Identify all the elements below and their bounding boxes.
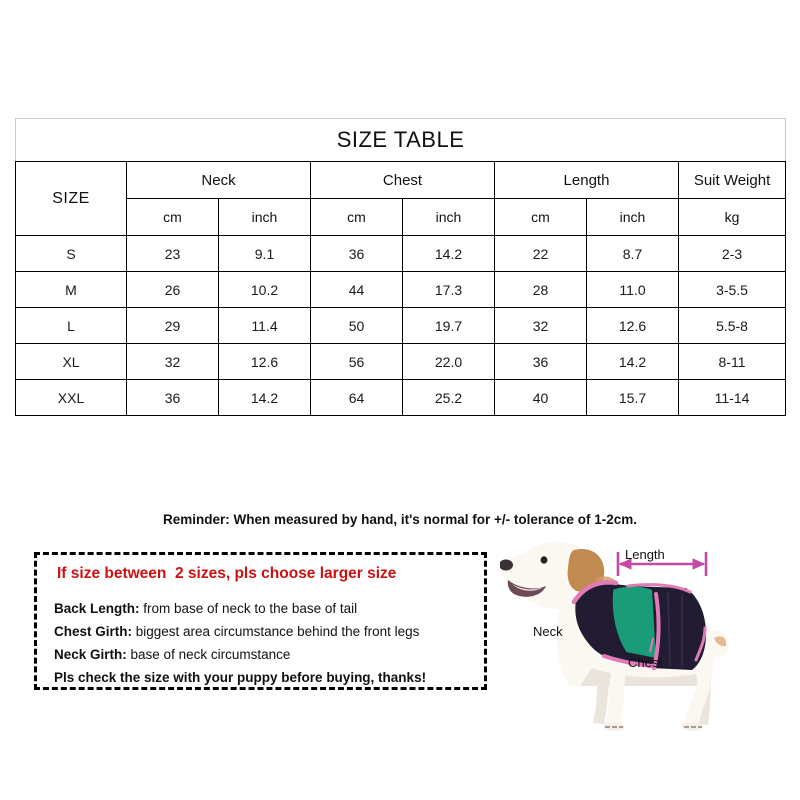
label-length: Length	[625, 547, 665, 562]
cell-suit-weight: 11-14	[679, 380, 786, 416]
cell-length-inch: 11.0	[587, 272, 679, 308]
measurement-definitions	[54, 597, 476, 689]
page-title: SIZE TABLE	[16, 119, 786, 162]
reminder-text: Reminder: When measured by hand, it's normal for +/- tolerance of 1-2cm.	[163, 512, 637, 527]
unit-neck-inch: inch	[219, 199, 311, 236]
cell-length-inch: 8.7	[587, 236, 679, 272]
table-group-header-row	[16, 162, 786, 199]
measurement-guide-box	[34, 552, 487, 690]
cell-neck-cm: 26	[127, 272, 219, 308]
label-chest: Chest	[628, 655, 662, 670]
cell-chest-cm: 50	[311, 308, 403, 344]
cell-suit-weight: 8-11	[679, 344, 786, 380]
cell-neck-inch: 14.2	[219, 380, 311, 416]
unit-length-cm: cm	[495, 199, 587, 236]
dog-illustration	[500, 528, 800, 743]
unit-suit-weight-kg: kg	[679, 199, 786, 236]
size-table-container	[15, 118, 785, 416]
cell-chest-cm: 44	[311, 272, 403, 308]
cell-size: L	[16, 308, 127, 344]
cell-size: S	[16, 236, 127, 272]
cell-chest-inch: 19.7	[403, 308, 495, 344]
cell-chest-cm: 64	[311, 380, 403, 416]
definition-chest-girth	[54, 620, 476, 643]
table-row	[16, 236, 786, 272]
table-row	[16, 308, 786, 344]
cell-size: M	[16, 272, 127, 308]
size-table	[15, 118, 786, 416]
cell-length-inch: 14.2	[587, 344, 679, 380]
unit-chest-inch: inch	[403, 199, 495, 236]
cell-neck-inch: 9.1	[219, 236, 311, 272]
cell-neck-cm: 32	[127, 344, 219, 380]
cell-length-cm: 40	[495, 380, 587, 416]
column-group-neck: Neck	[127, 162, 311, 199]
cell-length-inch: 12.6	[587, 308, 679, 344]
column-group-chest: Chest	[311, 162, 495, 199]
table-row	[16, 344, 786, 380]
cell-chest-inch: 22.0	[403, 344, 495, 380]
cell-neck-inch: 12.6	[219, 344, 311, 380]
table-unit-header-row	[16, 199, 786, 236]
definition-chest-girth-label: Chest Girth:	[54, 624, 133, 639]
cell-suit-weight: 3-5.5	[679, 272, 786, 308]
cell-neck-cm: 36	[127, 380, 219, 416]
cell-length-cm: 36	[495, 344, 587, 380]
table-row	[16, 272, 786, 308]
unit-neck-cm: cm	[127, 199, 219, 236]
definition-neck-girth-label: Neck Girth:	[54, 647, 127, 662]
cell-length-cm: 32	[495, 308, 587, 344]
definition-neck-girth	[54, 643, 476, 666]
cell-neck-cm: 29	[127, 308, 219, 344]
column-group-length: Length	[495, 162, 679, 199]
cell-chest-inch: 25.2	[403, 380, 495, 416]
unit-chest-cm: cm	[311, 199, 403, 236]
cell-neck-inch: 11.4	[219, 308, 311, 344]
cell-size: XL	[16, 344, 127, 380]
unit-length-inch: inch	[587, 199, 679, 236]
definition-neck-girth-text: base of neck circumstance	[126, 647, 291, 662]
size-advice-headline: If size between 2 sizes, pls choose larger size	[57, 565, 397, 582]
table-row	[16, 380, 786, 416]
table-title-row	[16, 119, 786, 162]
column-header-size: SIZE	[16, 162, 127, 236]
cell-length-cm: 28	[495, 272, 587, 308]
cell-chest-inch: 14.2	[403, 236, 495, 272]
cell-size: XXL	[16, 380, 127, 416]
cell-suit-weight: 5.5-8	[679, 308, 786, 344]
label-neck: Neck	[533, 624, 563, 639]
cell-neck-cm: 23	[127, 236, 219, 272]
closing-note: Pls check the size with your puppy before buying, thanks!	[54, 670, 427, 685]
dog-eye	[541, 556, 548, 564]
cell-chest-cm: 56	[311, 344, 403, 380]
definition-back-length-text: from base of neck to the base of tail	[139, 601, 358, 616]
cell-chest-cm: 36	[311, 236, 403, 272]
cell-length-cm: 22	[495, 236, 587, 272]
cell-neck-inch: 10.2	[219, 272, 311, 308]
definition-back-length-label: Back Length:	[54, 601, 140, 616]
cell-length-inch: 15.7	[587, 380, 679, 416]
cell-suit-weight: 2-3	[679, 236, 786, 272]
definition-back-length	[54, 597, 476, 620]
column-group-suit-weight: Suit Weight	[679, 162, 786, 199]
cell-chest-inch: 17.3	[403, 272, 495, 308]
definition-chest-girth-text: biggest area circumstance behind the front legs	[132, 624, 420, 639]
